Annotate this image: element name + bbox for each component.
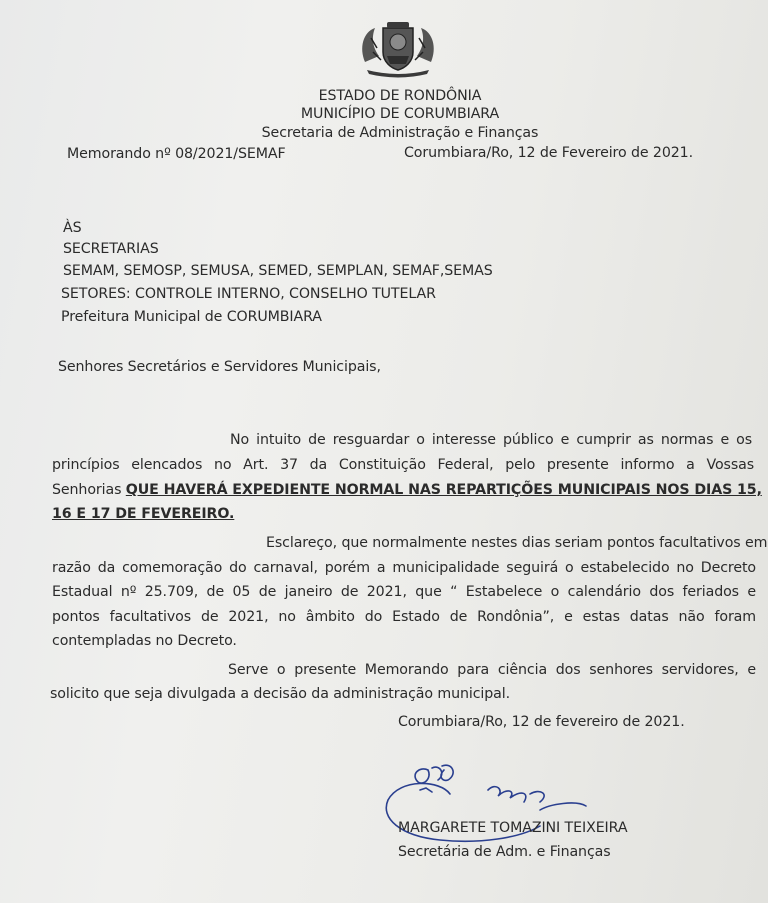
body-line: razão da comemoração do carnaval, porém a municipalidade seguirá o estabelecido no Decreto [52, 560, 756, 576]
body-line-mixed [52, 480, 762, 500]
greeting: Senhores Secretários e Servidores Municipais, [58, 359, 381, 375]
recipient-line: SECRETARIAS [63, 241, 159, 257]
recipient-line: SETORES: CONTROLE INTERNO, CONSELHO TUTELAR [61, 286, 436, 302]
body-line: Esclareço, que normalmente nestes dias seriam pontos facultativos em [266, 535, 768, 551]
signatory-name: MARGARETE TOMAZINI TEIXEIRA [398, 820, 628, 836]
body-line: Estadual nº 25.709, de 05 de janeiro de 2021, que “ Estabelece o calendário dos feriados e [52, 584, 756, 600]
body-line: princípios elencados no Art. 37 da Constituição Federal, pelo presente informo a Vossas [52, 457, 754, 473]
body-line: Serve o presente Memorando para ciência dos senhores servidores, e [228, 662, 756, 678]
header-state: ESTADO DE RONDÔNIA [318, 88, 482, 104]
closing-date: Corumbiara/Ro, 12 de fevereiro de 2021. [398, 714, 685, 730]
coat-of-arms-logo [357, 18, 439, 78]
signatory-title: Secretária de Adm. e Finanças [398, 844, 611, 860]
body-line: contempladas no Decreto. [52, 633, 237, 649]
memo-number: Memorando nº 08/2021/SEMAF [67, 146, 286, 162]
body-emphasis: QUE HAVERÁ EXPEDIENTE NORMAL NAS REPARTIÇÕES MUNICIPAIS NOS DIAS 15, [125, 482, 762, 498]
recipient-line: SEMAM, SEMOSP, SEMUSA, SEMED, SEMPLAN, SEMAF,SEMAS [63, 263, 493, 279]
recipient-to: ÀS [63, 220, 82, 236]
recipient-line: Prefeitura Municipal de CORUMBIARA [61, 309, 322, 325]
body-line: pontos facultativos de 2021, no âmbito do Estado de Rondônia”, e estas datas não foram [52, 609, 756, 625]
body-line: solicito que seja divulgada a decisão da administração municipal. [50, 686, 511, 702]
body-emphasis: 16 E 17 DE FEVEREIRO. [52, 506, 235, 522]
header-municipality: MUNICÍPIO DE CORUMBIARA [300, 106, 500, 122]
body-line: No intuito de resguardar o interesse público e cumprir as normas e os [230, 432, 752, 448]
body-text: Senhorias [52, 482, 122, 498]
header-department: Secretaria de Administração e Finanças [261, 125, 539, 141]
memo-place-date: Corumbiara/Ro, 12 de Fevereiro de 2021. [404, 145, 694, 161]
